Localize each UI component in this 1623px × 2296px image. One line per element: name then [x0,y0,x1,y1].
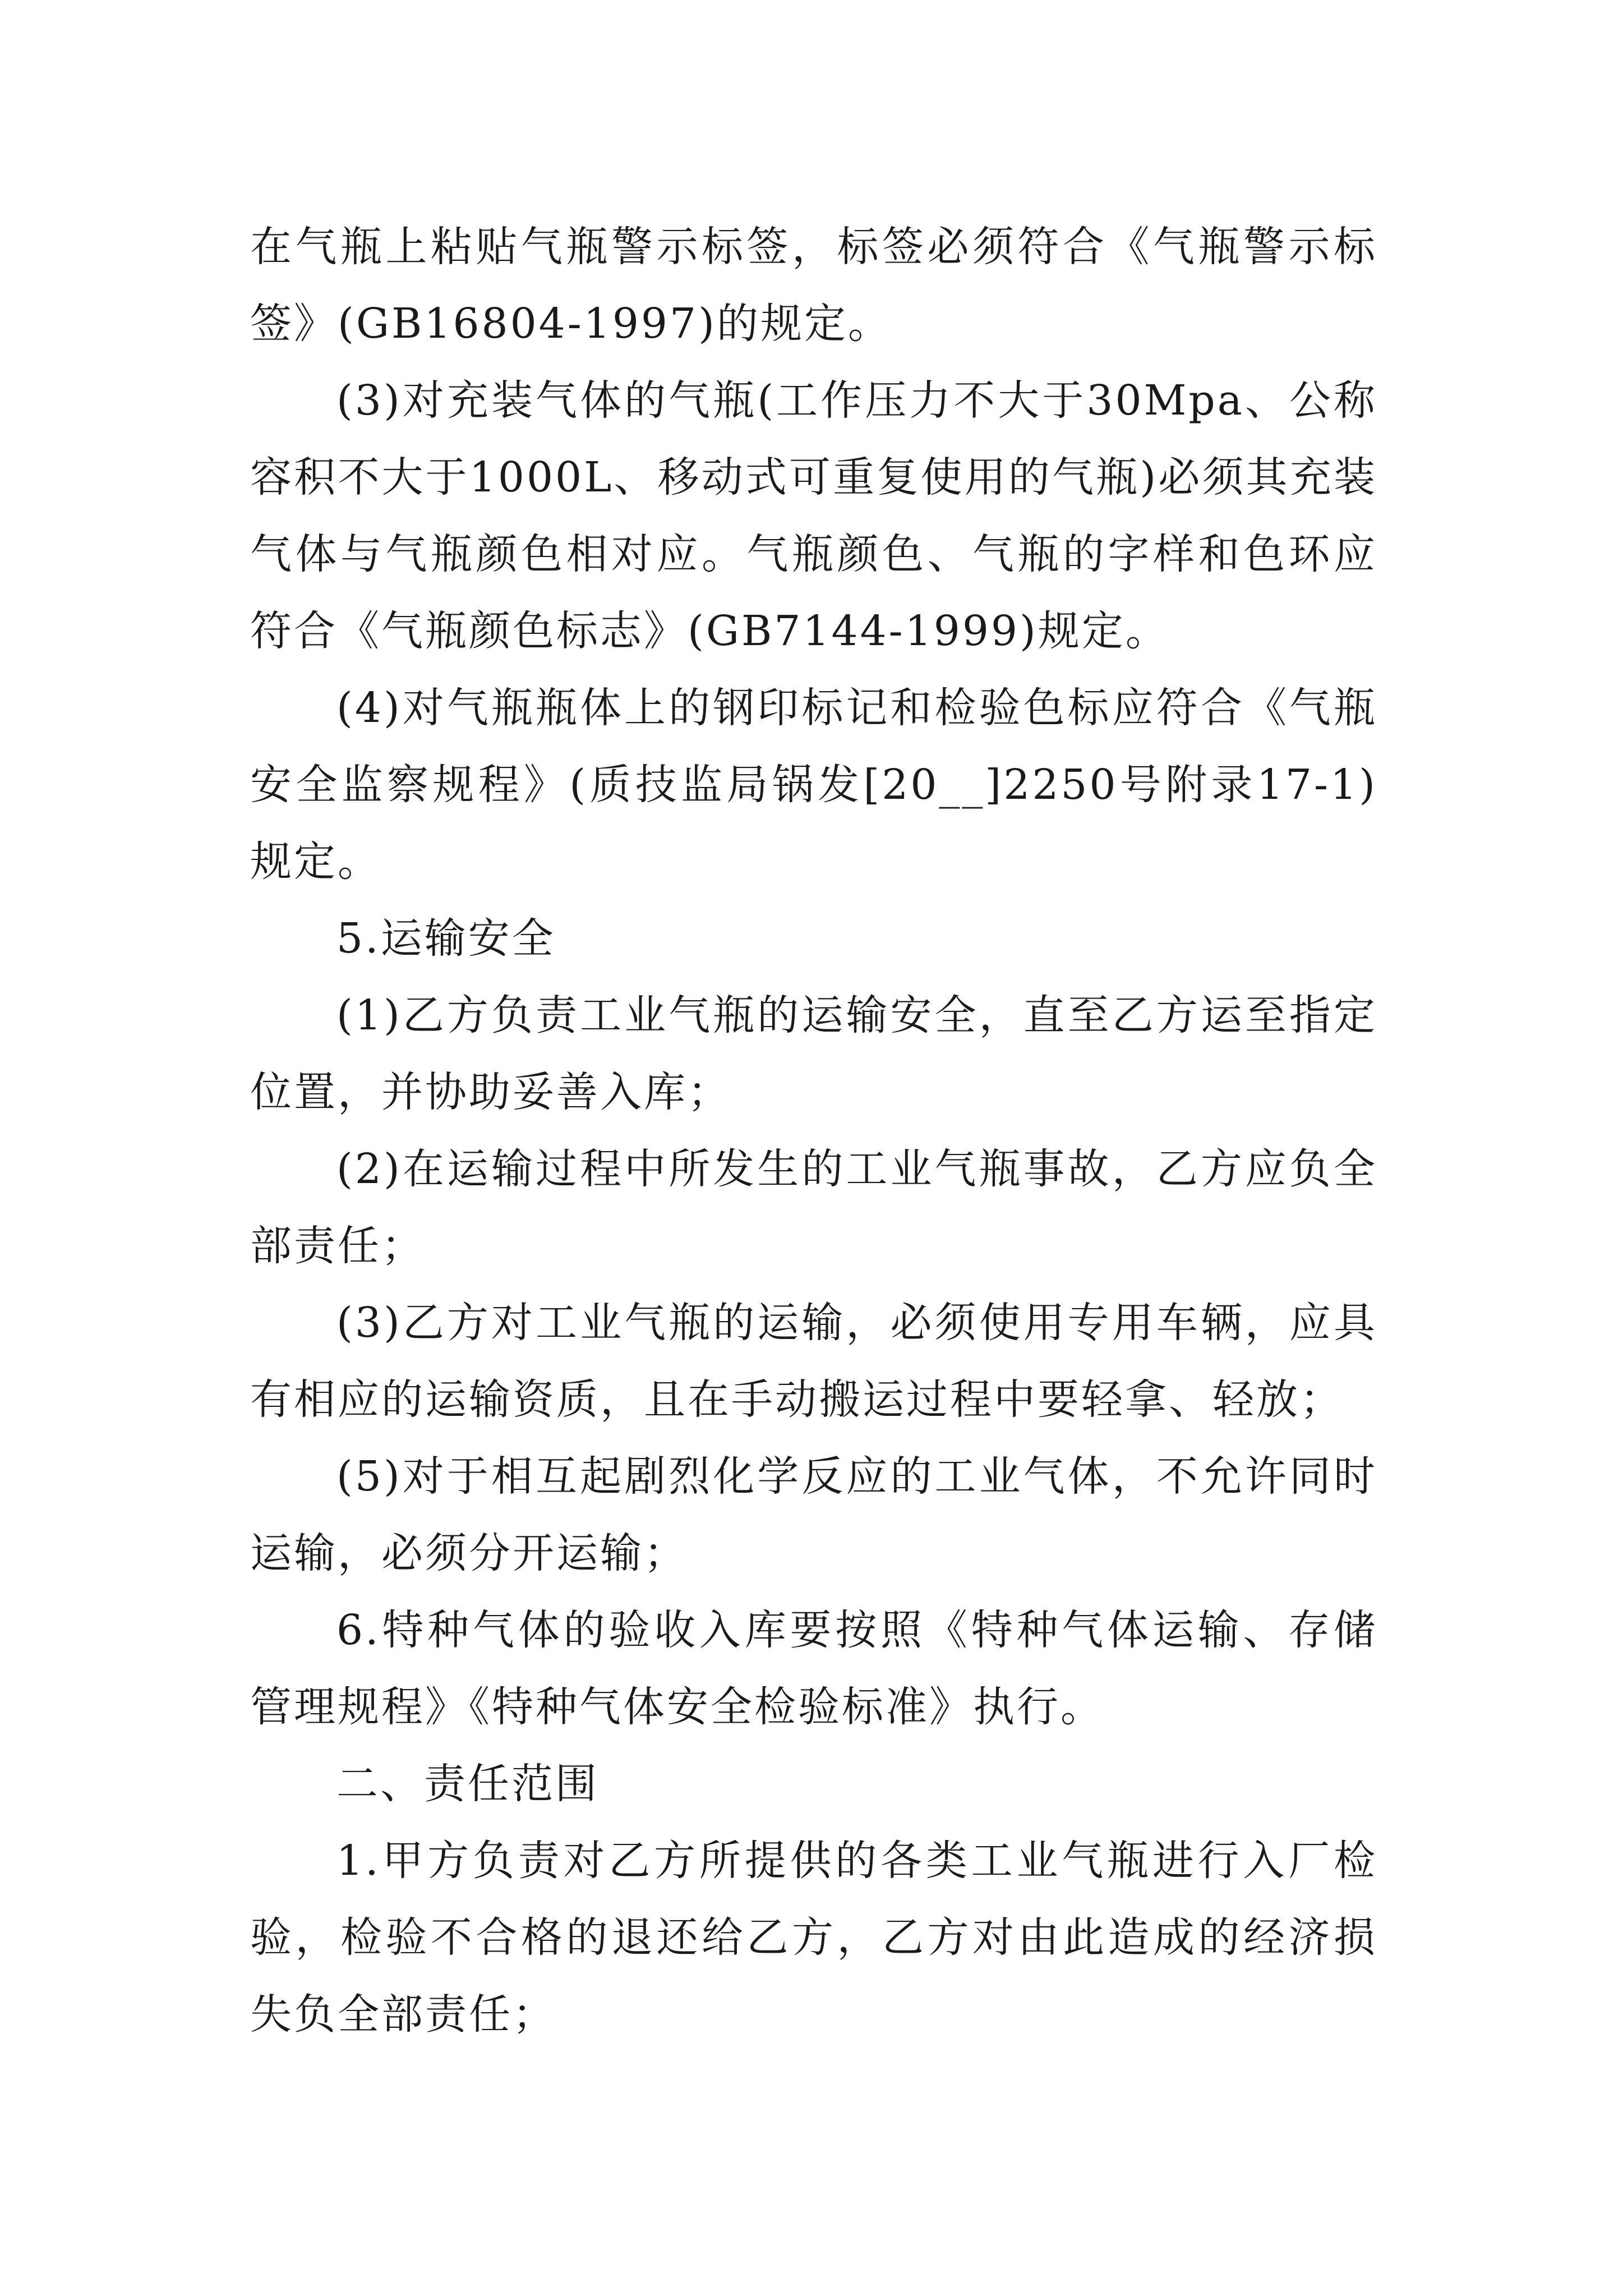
paragraph-transport-3: (3)乙方对工业气瓶的运输，必须使用专用车辆，应具有相应的运输资质，且在手动搬运过程中要轻拿、轻放； [250,1299,1377,1424]
paragraph-special-gas: 6.特种气体的验收入库要按照《特种气体运输、存储管理规程》《特种气体安全检验标准》执行。 [250,1606,1377,1731]
heading-transport-safety: 5.运输安全 [336,914,556,963]
paragraph-transport-5: (5)对于相互起剧烈化学反应的工业气体，不允许同时运输，必须分开运输； [250,1452,1377,1577]
paragraph-responsibility-1: 1.甲方负责对乙方所提供的各类工业气瓶进行入厂检验，检验不合格的退还给乙方，乙方对由此造成的经济损失负全部责任； [250,1837,1377,2039]
paragraph-cylinder-color: (3)对充装气体的气瓶(工作压力不大于30Mpa、公称容积不大于1000L、移动式可重复使用的气瓶)必须其充装气体与气瓶颜色相对应。气瓶颜色、气瓶的字样和色环应符合《气瓶颜色标志》(GB7144-1999)规定。 [250,376,1377,655]
paragraph-transport-2: (2)在运输过程中所发生的工业气瓶事故，乙方应负全部责任； [250,1145,1377,1270]
paragraph-warning-label: 在气瓶上粘贴气瓶警示标签，标签必须符合《气瓶警示标签》(GB16804-1997)的规定。 [250,223,1377,348]
document-body [250,209,1377,2053]
heading-responsibility-scope: 二、责任范围 [336,1760,599,1808]
paragraph-steel-stamp: (4)对气瓶瓶体上的钢印标记和检验色标应符合《气瓶安全监察规程》(质技监局锅发[20__]2250号附录17-1)规定。 [250,684,1377,886]
paragraph-transport-1: (1)乙方负责工业气瓶的运输安全，直至乙方运至指定位置，并协助妥善入库； [250,991,1377,1116]
